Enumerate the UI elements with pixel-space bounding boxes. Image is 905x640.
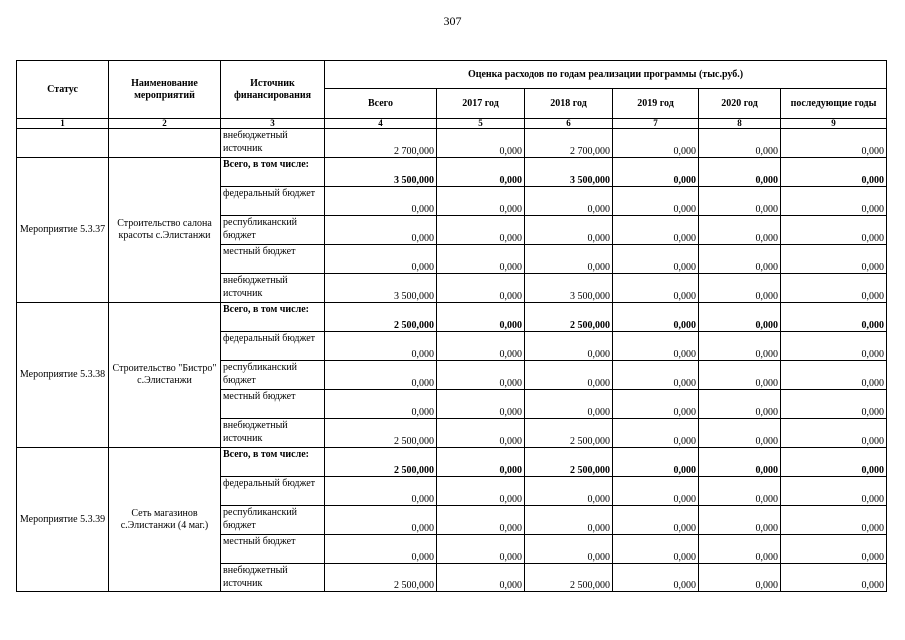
header-status: Статус: [17, 61, 109, 119]
value-cell: 0,000: [613, 448, 699, 477]
value-cell: 0,000: [525, 535, 613, 564]
value-cell: 0,000: [781, 303, 887, 332]
value-cell: 0,000: [613, 274, 699, 303]
value-cell: 0,000: [699, 390, 781, 419]
column-number: 7: [613, 119, 699, 129]
value-cell: 0,000: [437, 506, 525, 535]
name-cell: [109, 129, 221, 158]
value-cell: 0,000: [699, 245, 781, 274]
value-cell: 3 500,000: [525, 274, 613, 303]
value-cell: 2 500,000: [525, 419, 613, 448]
value-cell: 0,000: [699, 158, 781, 187]
value-cell: 0,000: [525, 187, 613, 216]
value-cell: 0,000: [699, 419, 781, 448]
header-year: Всего: [325, 89, 437, 119]
value-cell: 2 500,000: [325, 419, 437, 448]
value-cell: 0,000: [325, 535, 437, 564]
value-cell: 0,000: [325, 187, 437, 216]
value-cell: 0,000: [781, 506, 887, 535]
header-estimate: Оценка расходов по годам реализации программы (тыс.руб.): [325, 61, 887, 89]
value-cell: 0,000: [781, 390, 887, 419]
value-cell: 0,000: [781, 187, 887, 216]
header-year: последующие годы: [781, 89, 887, 119]
status-cell: Мероприятие 5.3.39: [17, 448, 109, 592]
value-cell: 0,000: [781, 274, 887, 303]
source-cell: местный бюджет: [221, 535, 325, 564]
status-cell: [17, 129, 109, 158]
header-year: 2017 год: [437, 89, 525, 119]
header-source: Источник финансирования: [221, 61, 325, 119]
source-cell: федеральный бюджет: [221, 187, 325, 216]
column-number: 9: [781, 119, 887, 129]
value-cell: 2 500,000: [525, 303, 613, 332]
value-cell: 0,000: [613, 187, 699, 216]
value-cell: 0,000: [325, 477, 437, 506]
value-cell: 0,000: [325, 332, 437, 361]
value-cell: 0,000: [781, 564, 887, 592]
value-cell: 0,000: [613, 506, 699, 535]
value-cell: 0,000: [781, 448, 887, 477]
status-cell: Мероприятие 5.3.38: [17, 303, 109, 448]
value-cell: 0,000: [781, 361, 887, 390]
value-cell: 2 500,000: [525, 448, 613, 477]
value-cell: 0,000: [437, 245, 525, 274]
value-cell: 0,000: [781, 245, 887, 274]
value-cell: 0,000: [525, 332, 613, 361]
page-number: 307: [443, 14, 462, 28]
header-year: 2018 год: [525, 89, 613, 119]
column-number: 5: [437, 119, 525, 129]
value-cell: 0,000: [525, 245, 613, 274]
source-cell: Всего, в том числе:: [221, 303, 325, 332]
status-cell: Мероприятие 5.3.37: [17, 158, 109, 303]
value-cell: 0,000: [437, 448, 525, 477]
column-number: 6: [525, 119, 613, 129]
source-cell: федеральный бюджет: [221, 477, 325, 506]
value-cell: 0,000: [699, 535, 781, 564]
value-cell: 0,000: [613, 303, 699, 332]
value-cell: 0,000: [525, 216, 613, 245]
value-cell: 0,000: [613, 564, 699, 592]
table-row-total: [17, 448, 887, 477]
value-cell: 0,000: [699, 332, 781, 361]
source-cell: Всего, в том числе:: [221, 448, 325, 477]
table-header: [17, 61, 887, 129]
header-name: Наименование мероприятий: [109, 61, 221, 119]
value-cell: 0,000: [613, 361, 699, 390]
value-cell: 0,000: [699, 448, 781, 477]
value-cell: 0,000: [613, 245, 699, 274]
budget-table: [16, 60, 887, 592]
value-cell: 0,000: [325, 245, 437, 274]
table-row-total: [17, 303, 887, 332]
value-cell: 3 500,000: [325, 158, 437, 187]
header-year: 2019 год: [613, 89, 699, 119]
value-cell: 0,000: [781, 535, 887, 564]
value-cell: 0,000: [437, 361, 525, 390]
value-cell: 0,000: [699, 129, 781, 158]
source-cell: внебюджетный источник: [221, 419, 325, 448]
source-cell: внебюджетный источник: [221, 129, 325, 158]
value-cell: 0,000: [699, 216, 781, 245]
value-cell: 0,000: [699, 274, 781, 303]
source-cell: республиканский бюджет: [221, 361, 325, 390]
value-cell: 2 700,000: [325, 129, 437, 158]
source-cell: республиканский бюджет: [221, 216, 325, 245]
value-cell: 0,000: [613, 419, 699, 448]
source-cell: внебюджетный источник: [221, 274, 325, 303]
value-cell: 0,000: [437, 564, 525, 592]
value-cell: 0,000: [437, 129, 525, 158]
value-cell: 0,000: [437, 303, 525, 332]
value-cell: 0,000: [437, 477, 525, 506]
name-cell: Сеть магазинов с.Элистанжи (4 маг.): [109, 448, 221, 592]
value-cell: 0,000: [325, 216, 437, 245]
value-cell: 0,000: [699, 506, 781, 535]
value-cell: 0,000: [525, 477, 613, 506]
source-cell: местный бюджет: [221, 390, 325, 419]
value-cell: 2 500,000: [325, 448, 437, 477]
value-cell: 0,000: [781, 216, 887, 245]
value-cell: 3 500,000: [325, 274, 437, 303]
value-cell: 0,000: [781, 158, 887, 187]
column-number: 4: [325, 119, 437, 129]
value-cell: 0,000: [525, 361, 613, 390]
value-cell: 2 700,000: [525, 129, 613, 158]
value-cell: 0,000: [525, 506, 613, 535]
value-cell: 2 500,000: [325, 303, 437, 332]
value-cell: 0,000: [781, 477, 887, 506]
value-cell: 0,000: [437, 419, 525, 448]
header-year: 2020 год: [699, 89, 781, 119]
value-cell: 0,000: [613, 129, 699, 158]
table-body: [17, 129, 887, 592]
value-cell: 0,000: [437, 158, 525, 187]
source-cell: Всего, в том числе:: [221, 158, 325, 187]
column-number: 8: [699, 119, 781, 129]
value-cell: 0,000: [613, 158, 699, 187]
value-cell: 0,000: [525, 390, 613, 419]
value-cell: 0,000: [781, 332, 887, 361]
value-cell: 3 500,000: [525, 158, 613, 187]
name-cell: Строительство "Бистро" с.Элистанжи: [109, 303, 221, 448]
name-cell: Строительство салона красоты с.Элистанжи: [109, 158, 221, 303]
value-cell: 0,000: [613, 477, 699, 506]
column-number: 2: [109, 119, 221, 129]
value-cell: 0,000: [699, 564, 781, 592]
value-cell: 2 500,000: [325, 564, 437, 592]
value-cell: 0,000: [325, 361, 437, 390]
value-cell: 0,000: [437, 216, 525, 245]
source-cell: федеральный бюджет: [221, 332, 325, 361]
table-row: [17, 129, 887, 158]
value-cell: 0,000: [613, 332, 699, 361]
value-cell: 0,000: [437, 274, 525, 303]
source-cell: местный бюджет: [221, 245, 325, 274]
value-cell: 0,000: [699, 187, 781, 216]
value-cell: 0,000: [437, 390, 525, 419]
value-cell: 0,000: [699, 477, 781, 506]
value-cell: 0,000: [325, 390, 437, 419]
value-cell: 0,000: [699, 361, 781, 390]
value-cell: 0,000: [613, 216, 699, 245]
value-cell: 0,000: [781, 419, 887, 448]
value-cell: 0,000: [781, 129, 887, 158]
source-cell: внебюджетный источник: [221, 564, 325, 592]
table-row-total: [17, 158, 887, 187]
value-cell: 0,000: [699, 303, 781, 332]
value-cell: 0,000: [325, 506, 437, 535]
value-cell: 2 500,000: [525, 564, 613, 592]
column-number: 1: [17, 119, 109, 129]
value-cell: 0,000: [437, 187, 525, 216]
value-cell: 0,000: [613, 390, 699, 419]
source-cell: республиканский бюджет: [221, 506, 325, 535]
column-number: 3: [221, 119, 325, 129]
value-cell: 0,000: [613, 535, 699, 564]
value-cell: 0,000: [437, 535, 525, 564]
value-cell: 0,000: [437, 332, 525, 361]
